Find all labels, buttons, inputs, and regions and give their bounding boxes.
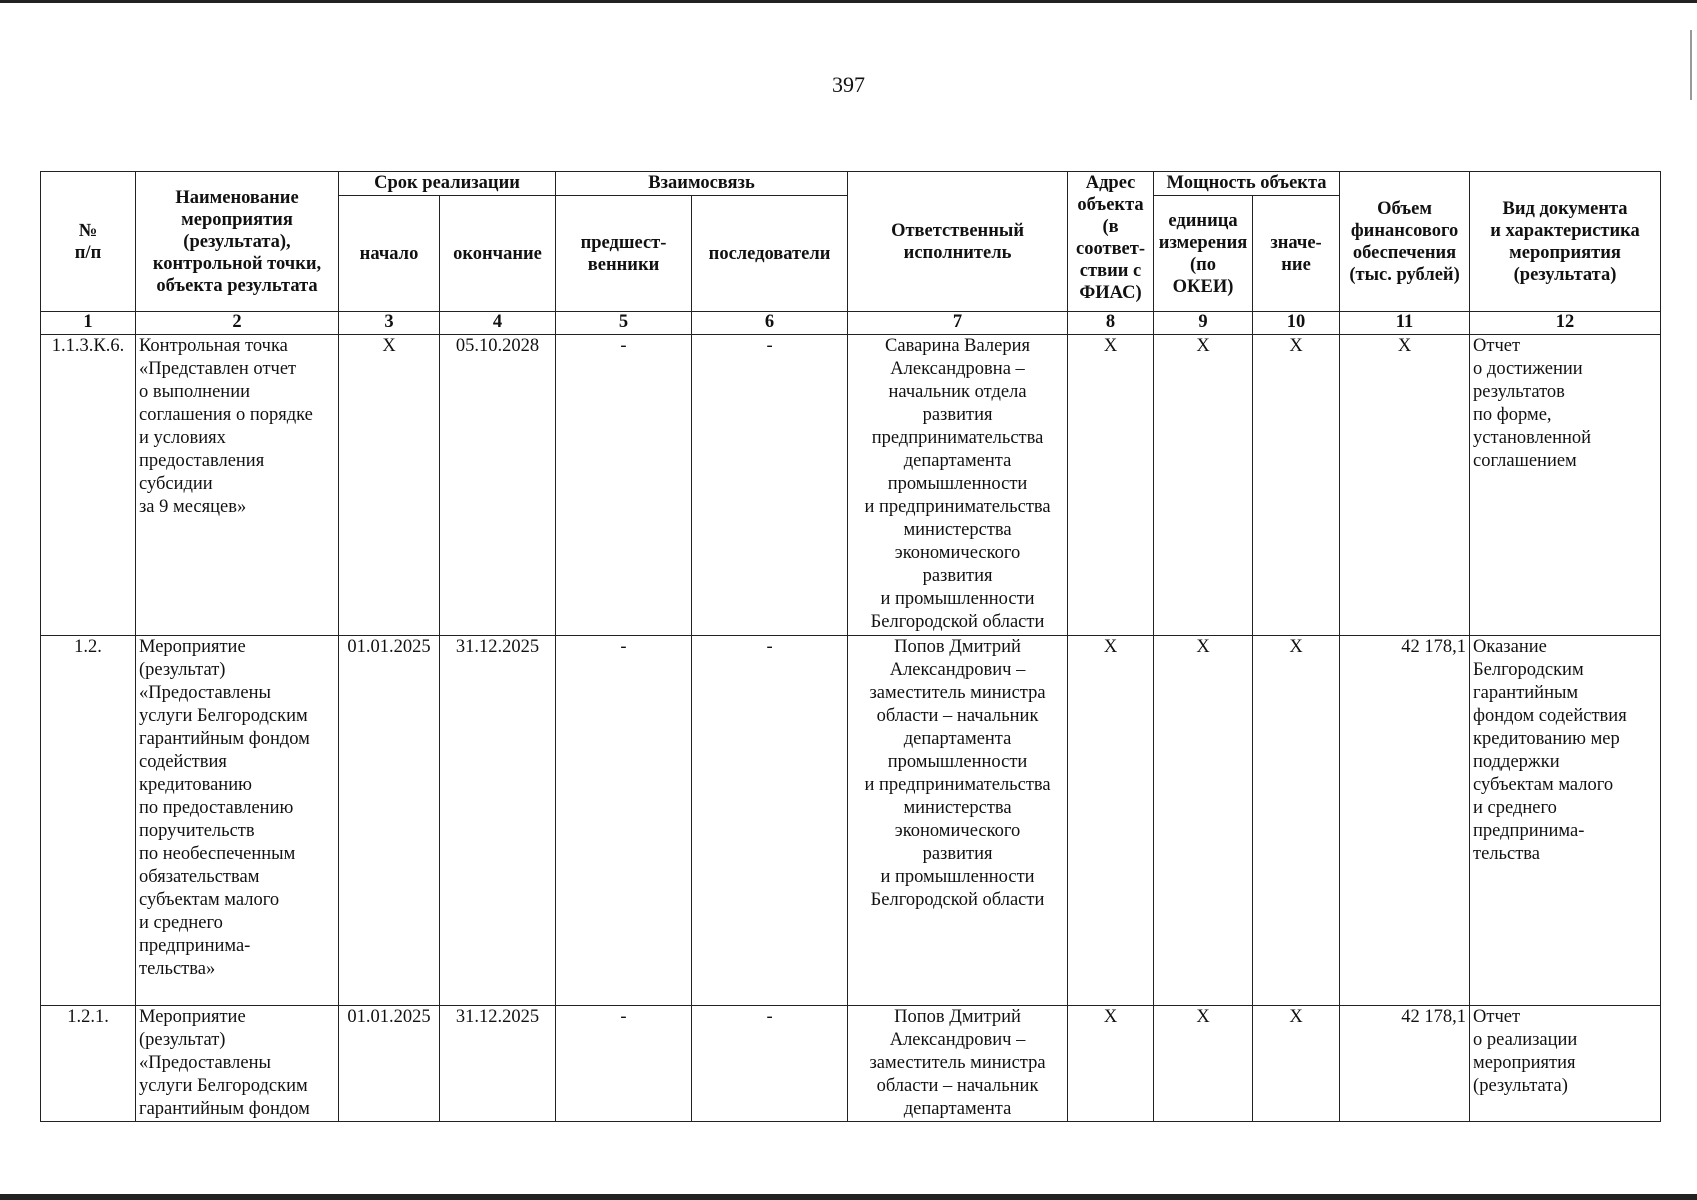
row-name: Контрольная точка «Представлен отчет о выполнении соглашения о порядке и условиях предоставления субсидии за 9 месяцев» bbox=[136, 335, 339, 636]
row-doc: Оказание Белгородским гарантийным фондом содействия кредитованию мер поддержки субъектам малого и среднего предпринима- тельства bbox=[1470, 636, 1661, 1006]
row-start: X bbox=[339, 335, 440, 636]
header-start: начало bbox=[339, 196, 440, 312]
row-num: 1.2. bbox=[41, 636, 136, 1006]
row-successors: - bbox=[692, 1006, 848, 1122]
row-value: X bbox=[1253, 335, 1340, 636]
header-doc: Вид документа и характеристика мероприятия (результата) bbox=[1470, 172, 1661, 312]
row-responsible: Попов Дмитрий Александрович – заместитель министра области – начальник департамента промышленности и предпринимательства министерства экономического развития и промышленности Белгородской области bbox=[848, 636, 1068, 1006]
header-end: окончание bbox=[440, 196, 556, 312]
table-row bbox=[41, 335, 1661, 636]
bottom-border-rule bbox=[0, 1194, 1697, 1200]
col-number: 8 bbox=[1068, 312, 1154, 335]
col-number: 7 bbox=[848, 312, 1068, 335]
header-predecessors: предшест- венники bbox=[556, 196, 692, 312]
row-unit: X bbox=[1154, 636, 1253, 1006]
col-number: 11 bbox=[1340, 312, 1470, 335]
row-end: 05.10.2028 bbox=[440, 335, 556, 636]
header-responsible: Ответственный исполнитель bbox=[848, 172, 1068, 312]
row-predecessors: - bbox=[556, 335, 692, 636]
row-unit: X bbox=[1154, 335, 1253, 636]
row-funding: 42 178,1 bbox=[1340, 636, 1470, 1006]
row-address: X bbox=[1068, 1006, 1154, 1122]
row-responsible: Саварина Валерия Александровна – начальник отдела развития предпринимательства департамента промышленности и предпринимательства министерства экономического развития и промышленности Белгородской области bbox=[848, 335, 1068, 636]
col-number: 5 bbox=[556, 312, 692, 335]
row-doc: Отчет о реализации мероприятия (результата) bbox=[1470, 1006, 1661, 1122]
header-name: Наименование мероприятия (результата), контрольной точки, объекта результата bbox=[136, 172, 339, 312]
row-num: 1.2.1. bbox=[41, 1006, 136, 1122]
header-period: Срок реализации bbox=[339, 172, 556, 196]
row-predecessors: - bbox=[556, 1006, 692, 1122]
row-name: Мероприятие (результат) «Предоставлены услуги Белгородским гарантийным фондом содействия кредитованию по предоставлению поручительств по необеспеченным обязательствам субъектам малого и среднего предпринима- тельства» bbox=[136, 636, 339, 1006]
col-number: 9 bbox=[1154, 312, 1253, 335]
row-address: X bbox=[1068, 335, 1154, 636]
col-number: 12 bbox=[1470, 312, 1661, 335]
row-end: 31.12.2025 bbox=[440, 1006, 556, 1122]
row-address: X bbox=[1068, 636, 1154, 1006]
row-unit: X bbox=[1154, 1006, 1253, 1122]
row-predecessors: - bbox=[556, 636, 692, 1006]
row-value: X bbox=[1253, 1006, 1340, 1122]
header-address: Адрес объекта (в соответ- ствии с ФИАС) bbox=[1068, 172, 1154, 312]
col-number: 1 bbox=[41, 312, 136, 335]
header-successors: последователи bbox=[692, 196, 848, 312]
header-funding: Объем финансового обеспечения (тыс. рублей) bbox=[1340, 172, 1470, 312]
row-successors: - bbox=[692, 335, 848, 636]
row-start: 01.01.2025 bbox=[339, 1006, 440, 1122]
row-num: 1.1.3.К.6. bbox=[41, 335, 136, 636]
col-number: 10 bbox=[1253, 312, 1340, 335]
row-successors: - bbox=[692, 636, 848, 1006]
row-doc: Отчет о достижении результатов по форме, установленной соглашением bbox=[1470, 335, 1661, 636]
activities-table bbox=[40, 171, 1661, 1122]
row-responsible: Попов Дмитрий Александрович – заместитель министра области – начальник департамента bbox=[848, 1006, 1068, 1122]
table-row bbox=[41, 636, 1661, 1006]
row-end: 31.12.2025 bbox=[440, 636, 556, 1006]
top-border-rule bbox=[0, 0, 1697, 3]
row-start: 01.01.2025 bbox=[339, 636, 440, 1006]
row-funding: X bbox=[1340, 335, 1470, 636]
row-name: Мероприятие (результат) «Предоставлены услуги Белгородским гарантийным фондом bbox=[136, 1006, 339, 1122]
table-row bbox=[41, 1006, 1661, 1122]
col-number: 3 bbox=[339, 312, 440, 335]
header-link: Взаимосвязь bbox=[556, 172, 848, 196]
row-funding: 42 178,1 bbox=[1340, 1006, 1470, 1122]
col-number: 4 bbox=[440, 312, 556, 335]
col-number: 2 bbox=[136, 312, 339, 335]
header-num: № п/п bbox=[41, 172, 136, 312]
row-value: X bbox=[1253, 636, 1340, 1006]
header-value: значе- ние bbox=[1253, 196, 1340, 312]
header-unit: единица измерения (по ОКЕИ) bbox=[1154, 196, 1253, 312]
page-number: 397 bbox=[832, 72, 865, 97]
col-number: 6 bbox=[692, 312, 848, 335]
header-capacity: Мощность объекта bbox=[1154, 172, 1340, 196]
